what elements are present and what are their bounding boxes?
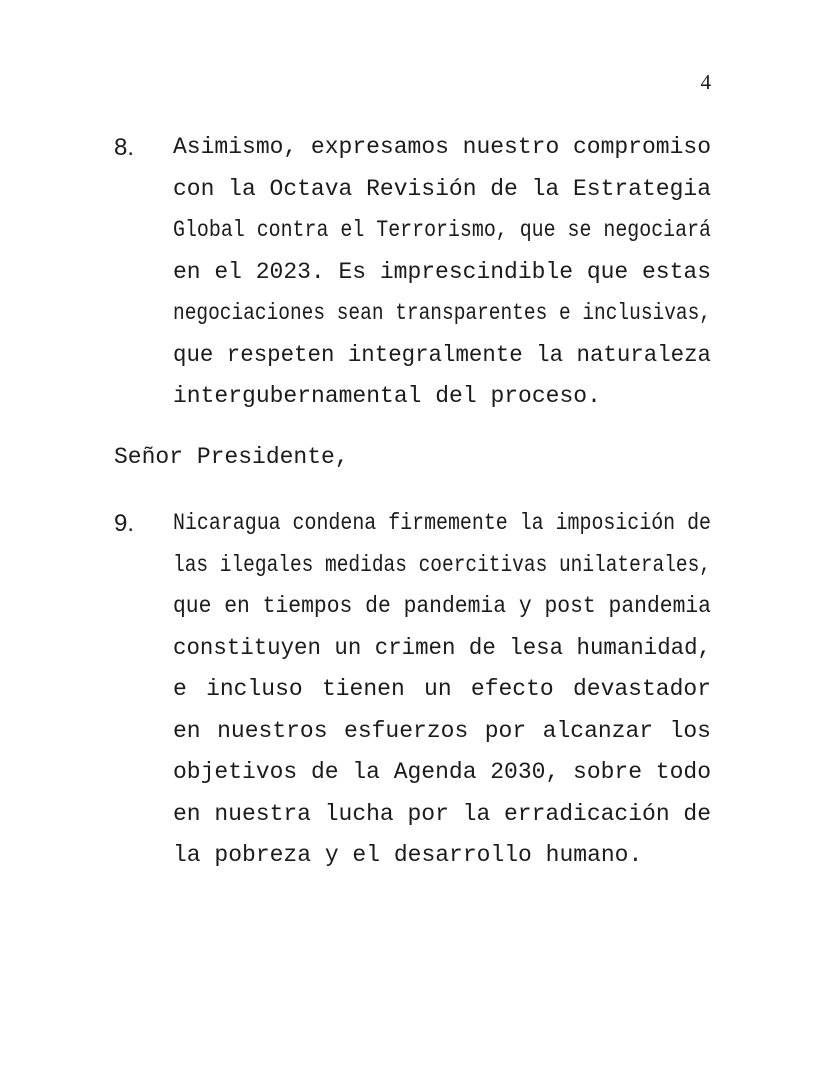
paragraph-9 — [114, 503, 711, 877]
text-line: en nuestra lucha por la erradicación de — [173, 800, 711, 827]
text-line: intergubernamental del proceso. — [173, 383, 601, 409]
paragraph-9-number: 9. — [114, 510, 135, 537]
text-line: en nuestros esfuerzos por alcanzar los — [173, 717, 711, 744]
text-line: que en tiempos de pandemia y post pandemia — [173, 593, 711, 619]
text-line: objetivos de la Agenda 2030, sobre todo — [173, 759, 711, 785]
text-line: Nicaragua condena firmemente la imposición de — [173, 510, 711, 536]
text-line: constituyen un crimen de lesa humanidad, — [173, 634, 711, 661]
page-number: 4 — [700, 70, 711, 94]
text-line: Asimismo, expresamos nuestro compromiso — [173, 134, 711, 160]
paragraph-8-text — [173, 127, 711, 418]
paragraph-9-text — [173, 503, 711, 877]
text-line: la pobreza y el desarrollo humano. — [173, 842, 643, 868]
paragraph-8 — [114, 127, 711, 418]
text-line: en el 2023. Es imprescindible que estas — [173, 258, 711, 285]
paragraph-8-number: 8. — [114, 134, 135, 161]
text-line: que respeten integralmente la naturaleza — [173, 341, 711, 368]
salutation: Señor Presidente, — [114, 444, 349, 470]
text-line: con la Octava Revisión de la Estrategia — [173, 175, 711, 202]
text-line: las ilegales medidas coercitivas unilaterales, — [173, 551, 711, 578]
text-line: negociaciones sean transparentes e inclusivas, — [173, 300, 711, 326]
text-line: e incluso tienen un efecto devastador — [173, 676, 711, 702]
text-line: Global contra el Terrorismo, que se negociará — [173, 217, 711, 243]
